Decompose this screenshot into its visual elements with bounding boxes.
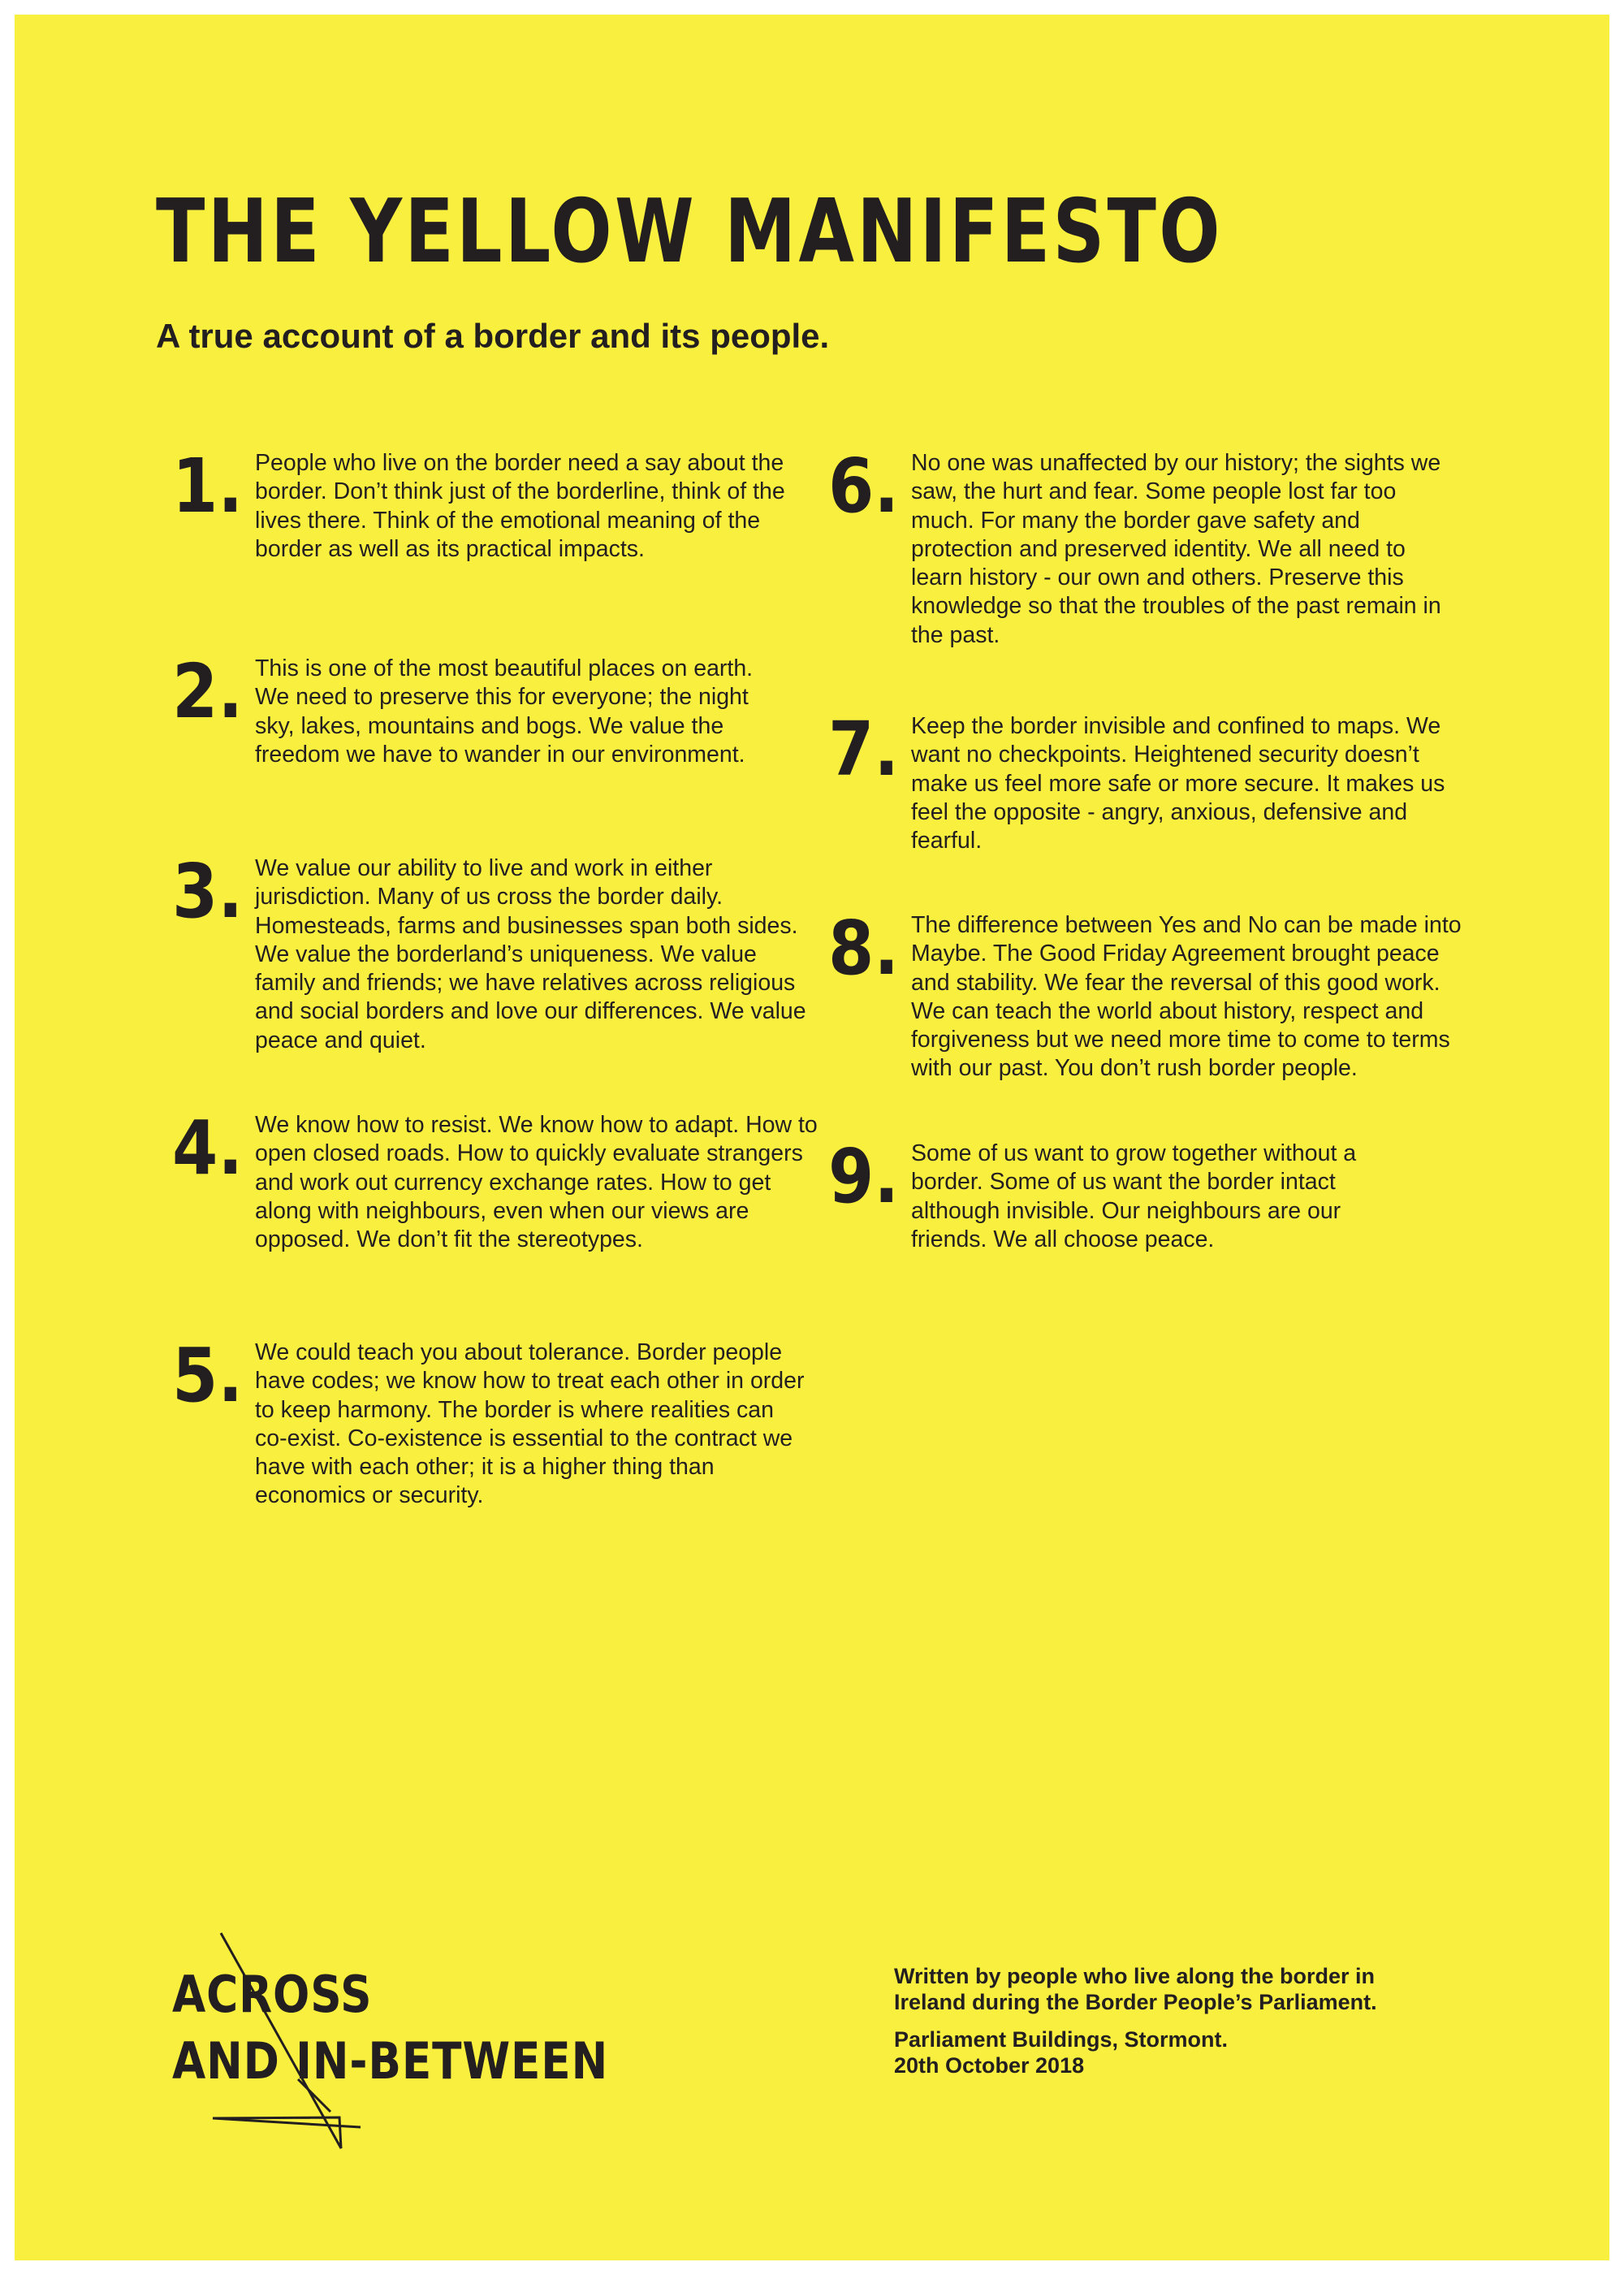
- item-text: Some of us want to grow together without a border. Some of us want the border intact although invisible. Our neighbours are our friends. We all choose peace.: [911, 1140, 1357, 1252]
- item-number: 4.: [172, 1105, 244, 1192]
- item-text: We value our ability to live and work in either jurisdiction. Many of us cross the border daily. Homesteads, farms and businesses span both sides. We value the borderland’s uniqueness. We value family and friends; we have relatives across religious and social borders and love our differences. We value peace and quiet.: [255, 855, 806, 1053]
- footer-line: Ireland during the Border People’s Parliament.: [894, 1990, 1377, 2014]
- logo-line-2: AND IN-BETWEEN: [172, 2031, 609, 2091]
- item-text: We could teach you about tolerance. Border people have codes; we know how to treat each other in order to keep harmony. The border is where realities can co-exist. Co-existence is essential to the contract we have with each other; it is a higher thing than economics or security.: [255, 1339, 805, 1509]
- across-and-in-between-logo: [156, 1921, 627, 2165]
- item-number: 7.: [828, 706, 900, 793]
- page-title: THE YELLOW MANIFESTO: [156, 181, 1223, 283]
- item-number: 9.: [828, 1133, 900, 1220]
- footer-line: Written by people who live along the border in: [894, 1964, 1376, 1988]
- item-text: No one was unaffected by our history; the sights we saw, the hurt and fear. Some people lost far too much. For many the border gave safety and protection and preserved identity. We all need to learn history - our own and others. Preserve this knowledge so that the troubles of the past remain in the past.: [911, 450, 1441, 648]
- item-number: 3.: [172, 848, 244, 935]
- item-number: 5.: [172, 1332, 244, 1419]
- item-number: 1.: [172, 443, 244, 530]
- item-text: People who live on the border need a say about the border. Don’t think just of the borderline, think of the lives there. Think of the emotional meaning of the border as well as its practical impacts.: [255, 450, 785, 562]
- logo-line-mark: [156, 1921, 627, 2165]
- item-text: The difference between Yes and No can be made into Maybe. The Good Friday Agreement brought peace and stability. We fear the reversal of this good work. We can teach the world about history, respect and forgiveness but we need more time to come to terms with our past. You don’t rush border people.: [911, 912, 1462, 1082]
- footer-location: Parliament Buildings, Stormont.: [894, 2027, 1229, 2052]
- page-subtitle: A true account of a border and its people.: [156, 317, 830, 355]
- item-text: We know how to resist. We know how to adapt. How to open closed roads. How to quickly evaluate strangers and work out currency exchange rates. How to get along with neighbours, even when our views are opposed. We don’t fit the stereotypes.: [255, 1112, 818, 1253]
- item-number: 6.: [828, 443, 900, 530]
- logo-line-1: ACROSS: [172, 1965, 373, 2024]
- footer-date: 20th October 2018: [894, 2053, 1085, 2078]
- footer-credits: [894, 1963, 1511, 2078]
- item-text: This is one of the most beautiful places on earth. We need to preserve this for everyone; the night sky, lakes, mountains and bogs. We value the freedom we have to wander in our environment.: [255, 655, 754, 768]
- item-number: 8.: [828, 905, 900, 992]
- item-number: 2.: [172, 648, 244, 735]
- item-text: Keep the border invisible and confined to maps. We want no checkpoints. Heightened security doesn’t make us feel more safe or more secure. It makes us feel the opposite - angry, anxious, defensive and fearful.: [911, 713, 1445, 854]
